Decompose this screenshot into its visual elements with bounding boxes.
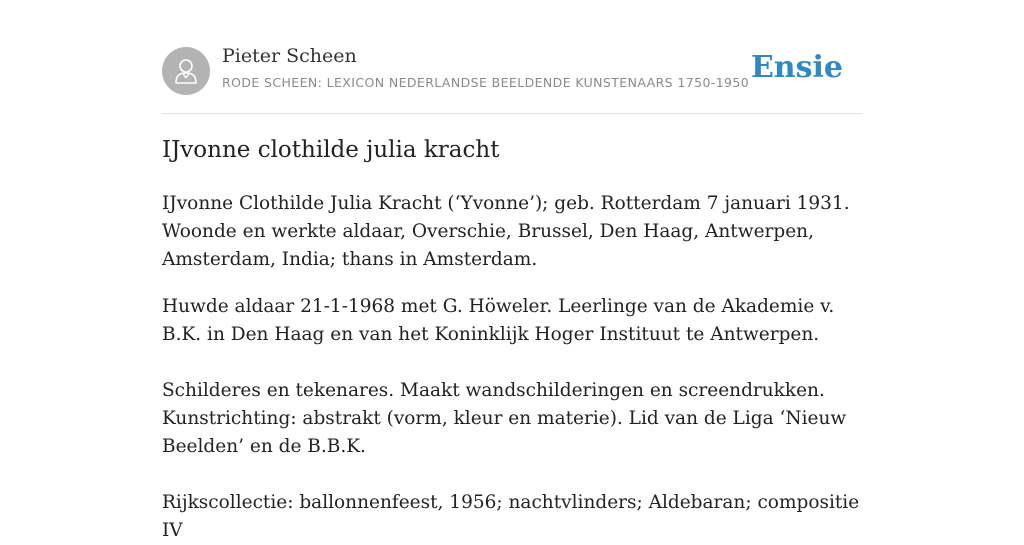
page [162, 0, 862, 541]
paragraph: Huwde aldaar 21-1-1968 met G. Höweler. Leerlinge van de Akademie v. B.K. in Den Haag en van het Koninklijk Hoger Instituut te Antwerpen. [162, 296, 835, 345]
page-title: IJvonne clothilde julia kracht [162, 137, 500, 163]
author-name[interactable]: Pieter Scheen [222, 45, 357, 67]
source-title[interactable]: RODE SCHEEN: LEXICON NEDERLANDSE BEELDENDE KUNSTENAARS 1750-1950 [222, 75, 750, 90]
paragraph: Schilderes en tekenares. Maakt wandschilderingen en screendrukken. Kunstrichting: abstrakt (vorm, kleur en materie). Lid van de Liga ‘Nieuw Beelden’ en de B.B.K. [162, 380, 847, 457]
paragraph: IJvonne Clothilde Julia Kracht (‘Yvonne’); geb. Rotterdam 7 januari 1931. Woonde en werkte aldaar, Overschie, Brussel, Den Haag, Antwerpen, Amsterdam, India; thans in Amsterdam. [162, 193, 850, 270]
ensie-logo[interactable]: Ensie [750, 50, 843, 85]
article-body [162, 190, 862, 545]
article-header [162, 0, 862, 114]
author-avatar[interactable] [162, 47, 210, 95]
user-icon [171, 56, 201, 86]
paragraph: Rijkscollectie: ballonnenfeest, 1956; nachtvlinders; Aldebaran; compositie IV [162, 492, 860, 541]
